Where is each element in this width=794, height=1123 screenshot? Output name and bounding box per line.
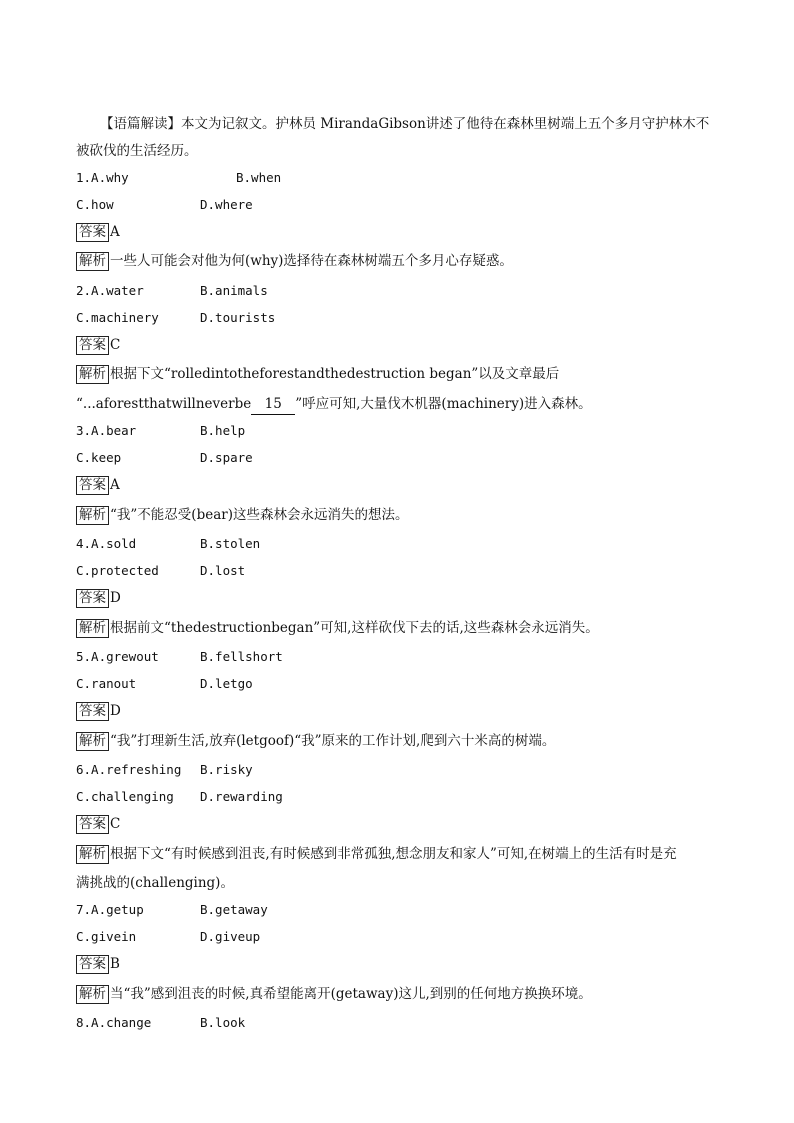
q4-analysis: 根据前文“thedestructionbegan”可知,这样砍伐下去的话,这些森林会永远消失。 bbox=[110, 620, 599, 636]
q5-options-row-1 bbox=[76, 647, 283, 667]
q8-options-row-1 bbox=[76, 1013, 245, 1033]
q5-answer: D bbox=[110, 703, 121, 719]
q2-analysis-quote-end: ”呼应可知,大量伐木机器(machinery)进入森林。 bbox=[295, 396, 592, 412]
q4-option-b: B.stolen bbox=[200, 536, 261, 551]
analysis-label: 解析 bbox=[76, 845, 109, 864]
q1-answer-row bbox=[76, 222, 120, 242]
q5-analysis: “我”打理新生活,放弃(letgoof)“我”原来的工作计划,爬到六十米高的树端。 bbox=[110, 733, 556, 749]
q1-option-c: C.how bbox=[76, 197, 114, 212]
q5-option-d: D.letgo bbox=[200, 676, 253, 691]
q6-options-row-1 bbox=[76, 760, 253, 780]
q2-analysis-row-2 bbox=[76, 394, 592, 415]
q2-analysis-row bbox=[76, 364, 559, 384]
q6-option-a: 6.A.refreshing bbox=[76, 762, 182, 777]
q3-answer-row bbox=[76, 475, 120, 495]
q6-answer: C bbox=[110, 816, 121, 832]
q3-analysis-row bbox=[76, 505, 408, 525]
q4-option-a: 4.A.sold bbox=[76, 536, 137, 551]
q8-option-b: B.look bbox=[200, 1015, 246, 1030]
q2-option-c: C.machinery bbox=[76, 310, 159, 325]
q7-options-row-2 bbox=[76, 927, 260, 947]
q2-options-row-2 bbox=[76, 308, 275, 328]
q6-option-d: D.rewarding bbox=[200, 789, 283, 804]
q8-option-a: 8.A.change bbox=[76, 1015, 152, 1030]
q3-option-b: B.help bbox=[200, 423, 246, 438]
q7-answer-row bbox=[76, 954, 120, 974]
q1-options-row-2 bbox=[76, 195, 253, 215]
q4-options-row-2 bbox=[76, 561, 245, 581]
q1-option-a: 1.A.why bbox=[76, 170, 129, 185]
analysis-label: 解析 bbox=[76, 252, 109, 271]
q3-options-row-2 bbox=[76, 448, 253, 468]
q1-analysis: 一些人可能会对他为何(why)选择待在森林树端五个多月心存疑惑。 bbox=[110, 253, 513, 269]
q1-option-b: B.when bbox=[236, 170, 282, 185]
q6-analysis-1: 根据下文“有时候感到沮丧,有时候感到非常孤独,想念朋友和家人”可知,在树端上的生活有时是充 bbox=[110, 846, 677, 862]
q3-option-a: 3.A.bear bbox=[76, 423, 137, 438]
intro-line-1 bbox=[100, 114, 709, 134]
q5-option-a: 5.A.grewout bbox=[76, 649, 159, 664]
q2-option-a: 2.A.water bbox=[76, 283, 144, 298]
q7-option-d: D.giveup bbox=[200, 929, 261, 944]
q6-answer-row bbox=[76, 814, 120, 834]
q2-analysis-blank: 15 bbox=[251, 394, 295, 415]
q4-answer-row bbox=[76, 588, 121, 608]
q4-option-d: D.lost bbox=[200, 563, 246, 578]
intro-bracket-label: 【语篇解读】 bbox=[100, 116, 181, 132]
q4-option-c: C.protected bbox=[76, 563, 159, 578]
answer-label: 答案 bbox=[76, 702, 109, 721]
q7-answer: B bbox=[110, 956, 120, 972]
q6-options-row-2 bbox=[76, 787, 283, 807]
analysis-label: 解析 bbox=[76, 365, 109, 384]
answer-label: 答案 bbox=[76, 476, 109, 495]
answer-label: 答案 bbox=[76, 223, 109, 242]
q3-answer: A bbox=[110, 477, 120, 493]
q3-option-c: C.keep bbox=[76, 450, 122, 465]
q2-analysis-quote-start: “...aforestthatwillneverbe bbox=[76, 396, 252, 412]
answer-label: 答案 bbox=[76, 589, 109, 608]
q2-options-row-1 bbox=[76, 281, 268, 301]
q1-option-d: D.where bbox=[200, 197, 253, 212]
q1-options-row-1 bbox=[76, 168, 281, 188]
q4-analysis-row bbox=[76, 618, 599, 638]
q4-options-row-1 bbox=[76, 534, 260, 554]
q6-option-b: B.risky bbox=[200, 762, 253, 777]
q5-option-c: C.ranout bbox=[76, 676, 137, 691]
q6-analysis-row-2: 满挑战的(challenging)。 bbox=[76, 875, 234, 891]
analysis-label: 解析 bbox=[76, 619, 109, 638]
q3-option-d: D.spare bbox=[200, 450, 253, 465]
q1-answer: A bbox=[110, 224, 120, 240]
intro-line-2: 被砍伐的生活经历。 bbox=[76, 143, 198, 159]
q5-answer-row bbox=[76, 701, 121, 721]
q5-option-b: B.fellshort bbox=[200, 649, 283, 664]
analysis-label: 解析 bbox=[76, 985, 109, 1004]
q7-analysis: 当“我”感到沮丧的时候,真希望能离开(getaway)这儿,到别的任何地方换换环境。 bbox=[110, 986, 592, 1002]
answer-label: 答案 bbox=[76, 955, 109, 974]
q4-answer: D bbox=[110, 590, 121, 606]
q3-analysis: “我”不能忍受(bear)这些森林会永远消失的想法。 bbox=[110, 507, 409, 523]
q7-analysis-row bbox=[76, 984, 592, 1004]
q6-option-c: C.challenging bbox=[76, 789, 174, 804]
q7-option-c: C.givein bbox=[76, 929, 137, 944]
answer-label: 答案 bbox=[76, 336, 109, 355]
q5-analysis-row bbox=[76, 731, 555, 751]
q7-options-row-1 bbox=[76, 900, 268, 920]
q2-answer-row bbox=[76, 335, 120, 355]
intro-text-1: 本文为记叙文。护林员 MirandaGibson讲述了他待在森林里树端上五个多月守护林木不 bbox=[181, 116, 710, 132]
q1-analysis-row bbox=[76, 251, 513, 271]
q7-option-a: 7.A.getup bbox=[76, 902, 144, 917]
q2-answer: C bbox=[110, 337, 121, 353]
q6-analysis-row bbox=[76, 844, 677, 864]
analysis-label: 解析 bbox=[76, 732, 109, 751]
q2-analysis-pre: 根据下文“rolledintotheforestandthedestruction began”以及文章最后 bbox=[110, 366, 560, 382]
answer-label: 答案 bbox=[76, 815, 109, 834]
q3-options-row-1 bbox=[76, 421, 245, 441]
q2-option-b: B.animals bbox=[200, 283, 268, 298]
q2-option-d: D.tourists bbox=[200, 310, 276, 325]
q7-option-b: B.getaway bbox=[200, 902, 268, 917]
q5-options-row-2 bbox=[76, 674, 253, 694]
analysis-label: 解析 bbox=[76, 506, 109, 525]
